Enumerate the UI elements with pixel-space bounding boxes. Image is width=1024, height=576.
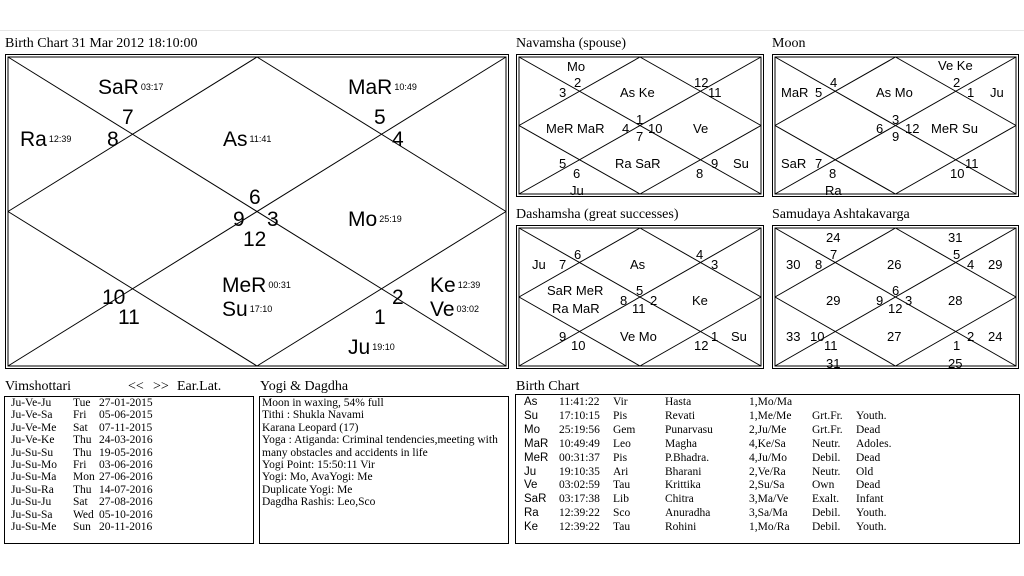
chart-label: 26	[887, 257, 902, 273]
planet-cell: MaR	[524, 437, 549, 450]
chart-label: Ve Mo	[620, 329, 657, 345]
chart-label: 9	[711, 156, 719, 172]
chart-label: 12	[694, 338, 709, 354]
chart-label: 9	[876, 293, 884, 309]
chart-label: 1	[636, 112, 644, 128]
dasha-cell: 14-07-2016	[99, 483, 153, 496]
table-cell: 4,Ju/Mo	[749, 451, 788, 464]
chart-label: Su 17:10	[222, 297, 273, 321]
chart-label: Ve 03:02	[430, 297, 480, 321]
table-row	[520, 493, 906, 507]
earlier-button[interactable]: Ear.Lat.	[177, 379, 222, 394]
dasha-cell: 05-06-2015	[99, 409, 153, 422]
chart-label: 12	[888, 301, 903, 317]
chart-label: 3	[905, 293, 913, 309]
yogi-panel	[259, 396, 509, 544]
chart-label: 2	[574, 75, 582, 91]
table-cell: Hasta	[665, 396, 692, 408]
chart-label: 3	[267, 207, 279, 231]
table-cell: Dead	[856, 451, 881, 464]
table-cell: 03:17:38	[559, 493, 600, 506]
dasha-list	[5, 397, 253, 533]
chart-label: Mo	[567, 59, 586, 75]
chart-label: 8	[815, 257, 823, 273]
chart-label: 10	[810, 329, 825, 345]
chart-label: 5	[636, 283, 644, 299]
table-cell: Debil.	[812, 521, 841, 534]
table-cell: Old	[856, 465, 874, 478]
chart-label: Su	[731, 329, 747, 345]
chart-label: 1	[953, 338, 961, 354]
chart-label: 2	[967, 329, 975, 345]
birth-chart-title: Birth Chart 31 Mar 2012 18:10:00	[5, 36, 198, 51]
chart-label: Ju	[990, 85, 1004, 101]
chart-label: 9	[559, 329, 567, 345]
navamsha-title: Navamsha (spouse)	[516, 36, 627, 51]
dasha-row[interactable]	[5, 397, 253, 409]
chart-label: 8	[829, 166, 837, 182]
chart-label: MeR MaR	[546, 121, 605, 137]
chart-label: 10	[950, 166, 965, 182]
chart-label: 6	[249, 185, 261, 209]
chart-label: 27	[887, 329, 902, 345]
chart-label: 10	[571, 338, 586, 354]
chart-label: 3	[711, 257, 719, 273]
table-cell: Debil.	[812, 451, 841, 464]
chart-label: 8	[107, 127, 119, 151]
dasha-cell: Fri	[73, 409, 87, 422]
chart-label: 2	[650, 293, 658, 309]
chart-label: 5	[953, 247, 961, 263]
table-cell: 03:02:59	[559, 479, 600, 492]
planet-cell: Ju	[524, 465, 537, 478]
chart-label: 8	[620, 293, 628, 309]
chart-label: 7	[559, 257, 567, 273]
dasha-cell: 19-05-2016	[99, 446, 153, 459]
table-cell: Revati	[665, 409, 696, 422]
chart-label: 29	[988, 257, 1003, 273]
chart-label: 4	[967, 257, 975, 273]
dasha-row[interactable]	[5, 434, 253, 446]
chart-label: 11	[824, 338, 838, 354]
table-cell: 17:10:15	[559, 409, 600, 422]
chart-label: Ke 12:39	[430, 273, 481, 297]
table-cell: Tau	[613, 479, 631, 492]
vimshottari-panel[interactable]	[4, 396, 254, 544]
table-cell: P.Bhadra.	[665, 451, 710, 464]
table-row	[520, 424, 906, 438]
chart-label: 2	[953, 75, 961, 91]
chart-label: Ra MaR	[552, 301, 600, 317]
vimshottari-title: Vimshottari	[5, 379, 72, 394]
planet-cell: Mo	[524, 423, 540, 436]
dasha-row[interactable]	[5, 471, 253, 483]
birth-table	[520, 396, 906, 535]
table-cell: Debil.	[812, 507, 841, 520]
birth-table-title: Birth Chart	[516, 379, 580, 394]
table-cell: 19:10:35	[559, 465, 600, 478]
table-cell: Grt.Fr.	[812, 423, 843, 436]
table-cell	[812, 396, 856, 410]
table-cell: 2,Ve/Ra	[749, 465, 786, 478]
chart-label: 3	[559, 85, 567, 101]
table-cell: 12:39:22	[559, 507, 600, 520]
table-cell: Bharani	[665, 465, 702, 478]
dasha-cell: 27-08-2016	[99, 496, 153, 509]
chart-label: SaR	[781, 156, 807, 172]
dasha-cell: Fri	[73, 459, 87, 472]
yogi-line: Karana Leopard (17)	[262, 421, 359, 434]
chart-label: Ju	[532, 257, 546, 273]
planet-cell: Ke	[524, 521, 539, 534]
table-cell: Vir	[613, 396, 628, 408]
yogi-list	[260, 397, 508, 509]
table-cell: Youth.	[856, 507, 887, 520]
next-button[interactable]: >>	[153, 379, 169, 394]
moon-chart-title: Moon	[772, 36, 806, 51]
dasha-cell: 27-01-2015	[99, 397, 153, 409]
chart-label: 10	[102, 285, 126, 309]
chart-label: 8	[696, 166, 704, 182]
table-cell: 1,Mo/Ra	[749, 521, 790, 534]
chart-label: 30	[786, 257, 801, 273]
dasha-cell: Ju-Su-Mo	[11, 459, 58, 472]
chart-label: 11	[632, 301, 646, 317]
chart-label: 7	[636, 129, 644, 145]
chart-label: 12	[905, 121, 920, 137]
chart-label: 6	[876, 121, 884, 137]
table-row	[520, 521, 906, 535]
dasha-cell: Thu	[73, 434, 92, 447]
table-cell: Pis	[613, 451, 628, 464]
table-row	[520, 452, 906, 466]
table-cell: Sco	[613, 507, 631, 520]
chart-label: Ve	[693, 121, 709, 137]
dasha-row[interactable]	[5, 422, 253, 434]
samudaya-chart	[773, 226, 1019, 372]
samudaya-title: Samudaya Ashtakavarga	[772, 207, 910, 222]
chart-label: Ra	[825, 183, 842, 199]
chart-label: 1	[374, 305, 386, 329]
dasha-cell: Ju-Su-Su	[11, 446, 54, 459]
chart-label: 31	[948, 230, 963, 246]
yogi-line: Yogi Point: 15:50:11 Vir	[262, 459, 375, 472]
chart-label: SaR 03:17	[98, 75, 164, 99]
dasha-cell: Sun	[73, 521, 91, 534]
chart-label: Ke	[692, 293, 708, 309]
chart-label: 33	[786, 329, 801, 345]
chart-label: 4	[696, 247, 704, 263]
table-cell: Youth.	[856, 409, 887, 422]
dasha-row[interactable]	[5, 459, 253, 471]
dashamsha-chart	[517, 226, 764, 369]
table-cell: Rohini	[665, 521, 697, 534]
dasha-cell: Mon	[73, 471, 95, 484]
table-cell: 1,Mo/Ma	[749, 396, 793, 408]
dasha-cell: Tue	[73, 397, 91, 409]
dasha-row[interactable]	[5, 509, 253, 521]
table-cell: Ari	[613, 465, 629, 478]
table-cell	[856, 396, 906, 410]
chart-label: 1	[711, 329, 719, 345]
dasha-cell: Ju-Su-Ju	[11, 496, 52, 509]
table-row	[520, 466, 906, 480]
navamsha-chart	[517, 55, 764, 199]
chart-label: As 11:41	[223, 127, 272, 151]
table-cell: Exalt.	[812, 493, 840, 506]
chart-label: Ra SaR	[615, 156, 661, 172]
dasha-cell: Thu	[73, 483, 92, 496]
table-cell: Youth.	[856, 521, 887, 534]
chart-label: MeR 00:31	[222, 273, 291, 297]
chart-label: 24	[988, 329, 1003, 345]
chart-label: Ve Ke	[938, 58, 973, 74]
dasha-cell: 24-03-2016	[99, 434, 153, 447]
dashamsha-title: Dashamsha (great successes)	[516, 207, 679, 222]
chart-label: 12	[694, 75, 709, 91]
table-cell: Own	[812, 479, 835, 492]
chart-label: 11	[118, 305, 140, 329]
yogi-line: Dagdha Rashis: Leo,Sco	[262, 496, 376, 509]
dasha-row[interactable]	[5, 484, 253, 496]
chart-label: 9	[892, 129, 900, 145]
chart-label: 7	[815, 156, 823, 172]
yogi-line: Moon in waxing, 54% full	[262, 397, 384, 409]
table-cell: 2,Ju/Me	[749, 423, 787, 436]
table-cell: 00:31:37	[559, 451, 600, 464]
moon-chart	[773, 55, 1019, 199]
table-cell: Krittika	[665, 479, 701, 492]
table-row	[520, 396, 906, 410]
chart-label: 4	[622, 121, 630, 137]
table-row	[520, 479, 906, 493]
table-cell: Dead	[856, 479, 881, 492]
chart-label: 7	[830, 247, 838, 263]
chart-label: 25	[948, 356, 963, 372]
planet-cell: Ve	[524, 479, 538, 492]
dasha-cell: Ju-Su-Me	[11, 521, 57, 534]
dasha-cell: Ju-Su-Ma	[11, 471, 57, 484]
table-cell: 3,Sa/Ma	[749, 507, 788, 520]
chart-label: Su	[733, 156, 749, 172]
table-row	[520, 410, 906, 424]
table-cell: Punarvasu	[665, 423, 713, 436]
table-cell: Magha	[665, 437, 697, 450]
yogi-line: Duplicate Yogi: Me	[262, 483, 353, 496]
table-cell: 25:19:56	[559, 423, 600, 436]
table-cell: 4,Ke/Sa	[749, 437, 786, 450]
dasha-row[interactable]	[5, 521, 253, 533]
table-cell: Anuradha	[665, 507, 711, 520]
table-cell: Leo	[613, 437, 631, 450]
chart-label: 6	[574, 247, 582, 263]
yogi-dagdha-title: Yogi & Dagdha	[260, 379, 349, 394]
table-cell: Grt.Fr.	[812, 409, 843, 422]
planet-cell: Su	[524, 409, 539, 422]
dasha-row[interactable]	[5, 447, 253, 459]
chart-label: As Ke	[620, 85, 655, 101]
chart-label: MaR 10:49	[348, 75, 417, 99]
table-row	[520, 507, 906, 521]
table-cell: Infant	[856, 493, 884, 506]
chart-label: 5	[815, 85, 823, 101]
chart-label: 5	[559, 156, 567, 172]
dasha-cell: Ju-Su-Sa	[11, 508, 53, 521]
table-cell: 1,Me/Me	[749, 409, 792, 422]
chart-label: 1	[967, 85, 975, 101]
chart-label: Ju 19:10	[348, 335, 395, 359]
chart-label: 31	[826, 356, 841, 372]
rasi-chart-grid	[6, 55, 509, 369]
table-cell: 12:39:22	[559, 521, 600, 534]
chart-label: 4	[392, 127, 404, 151]
dasha-cell: Ju-Ve-Sa	[11, 409, 53, 422]
table-cell: 3,Ma/Ve	[749, 493, 789, 506]
table-cell: Neutr.	[812, 437, 841, 450]
chart-label: 24	[826, 230, 841, 246]
chart-label: 5	[374, 105, 386, 129]
chart-label: MaR	[781, 85, 809, 101]
table-cell: Gem	[613, 423, 636, 436]
dasha-cell: Wed	[73, 508, 94, 521]
yogi-line: Yogi: Mo, AvaYogi: Me	[262, 471, 373, 484]
chart-label: 28	[948, 293, 963, 309]
chart-label: 2	[392, 285, 404, 309]
chart-label: Ra 12:39	[20, 127, 72, 151]
chart-label: As Mo	[876, 85, 913, 101]
chart-label: Ju	[570, 183, 584, 199]
chart-label: As	[630, 257, 646, 273]
table-cell: 2,Su/Sa	[749, 479, 785, 492]
chart-label: Mo 25:19	[348, 207, 402, 231]
chart-label: 29	[826, 293, 841, 309]
chart-label: 12	[243, 227, 267, 251]
table-cell: Lib	[613, 493, 629, 506]
dasha-cell: Ju-Su-Ra	[11, 483, 54, 496]
dasha-cell: Sat	[73, 496, 88, 509]
dasha-cell: Ju-Ve-Ju	[11, 397, 52, 409]
planet-cell: Ra	[524, 507, 539, 520]
chart-label: 7	[122, 105, 134, 129]
dasha-cell: Thu	[73, 446, 92, 459]
dasha-row[interactable]	[5, 409, 253, 421]
dasha-cell: 27-06-2016	[99, 471, 153, 484]
chart-label: 3	[892, 112, 900, 128]
dasha-cell: 05-10-2016	[99, 508, 153, 521]
chart-label: 6	[892, 283, 900, 299]
yogi-line: Yoga : Atiganda: Criminal tendencies,meeting with many obstacles and accidents in life	[262, 434, 498, 459]
table-row	[520, 438, 906, 452]
dasha-cell: 03-06-2016	[99, 459, 153, 472]
planet-cell: SaR	[524, 493, 547, 506]
prev-button[interactable]: <<	[128, 379, 144, 394]
chart-label: 4	[830, 75, 838, 91]
dasha-cell: Ju-Ve-Ke	[11, 434, 55, 447]
table-cell: Neutr.	[812, 465, 841, 478]
dasha-cell: Sat	[73, 421, 88, 434]
chart-label: 11	[965, 156, 979, 172]
table-cell: Pis	[613, 409, 628, 422]
chart-label: 10	[648, 121, 663, 137]
table-cell: 10:49:49	[559, 437, 600, 450]
table-cell: Chitra	[665, 493, 694, 506]
planet-cell: MeR	[524, 451, 549, 464]
dasha-cell: 07-11-2015	[99, 421, 153, 434]
chart-label: 6	[573, 166, 581, 182]
table-cell: Adoles.	[856, 437, 892, 450]
chart-label: MeR Su	[931, 121, 978, 137]
chart-label: 9	[233, 207, 245, 231]
dasha-row[interactable]	[5, 496, 253, 508]
planet-cell: As	[524, 396, 538, 408]
table-cell: Dead	[856, 423, 881, 436]
dasha-cell: Ju-Ve-Me	[11, 421, 57, 434]
dasha-cell: 20-11-2016	[99, 521, 153, 534]
table-cell: Tau	[613, 521, 631, 534]
table-cell: 11:41:22	[559, 396, 600, 408]
yogi-line: Tithi : Shukla Navami	[262, 409, 365, 422]
chart-label: SaR MeR	[547, 283, 604, 299]
chart-label: 11	[708, 85, 722, 101]
